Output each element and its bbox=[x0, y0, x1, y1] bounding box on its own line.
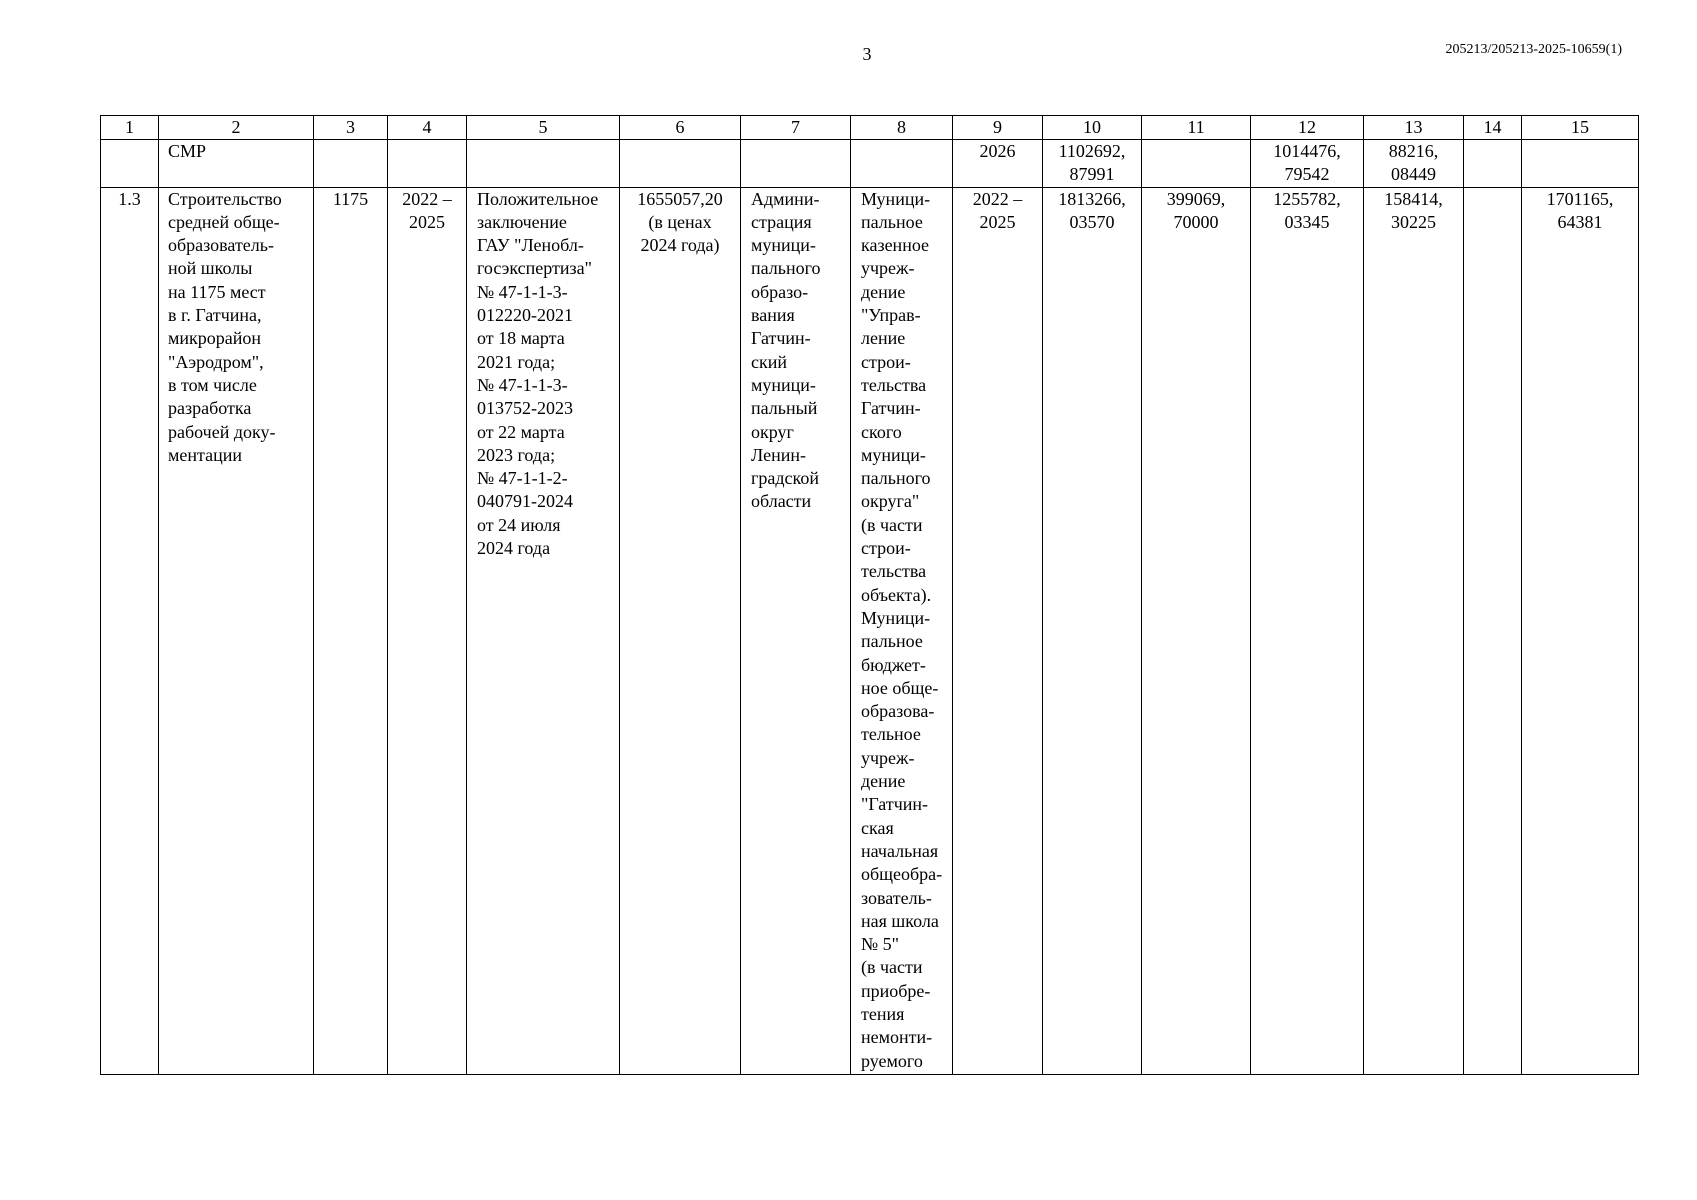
cell-amount-11 bbox=[1142, 140, 1251, 188]
cell-amount-15: 1701165, 64381 bbox=[1522, 187, 1639, 1074]
cell-expertise: Положительное заключение ГАУ "Ленобл- госэкспертиза" № 47-1-1-3- 012220-2021 от 18 марта 2021 года; № 47-1-1-3- 013752-2023 от 22 марта 2023 года; № 47-1-1-2- 040791-2024 от 24 июля 2024 года bbox=[467, 187, 620, 1074]
cell-object-name: Строительство средней обще- образователь- ной школы на 1175 мест в г. Гатчина, микрорайон "Аэродром", в том числе разработка рабочей доку- ментации bbox=[159, 187, 314, 1074]
cell-object-name: СМР bbox=[159, 140, 314, 188]
cell-amount-15 bbox=[1522, 140, 1639, 188]
cell-amount-12: 1014476, 79542 bbox=[1251, 140, 1364, 188]
table-header-row bbox=[101, 116, 1639, 140]
cell-number: 1.3 bbox=[101, 187, 159, 1074]
document-id: 205213/205213-2025-10659(1) bbox=[1445, 42, 1622, 57]
column-header: 11 bbox=[1142, 116, 1251, 140]
cell-expertise bbox=[467, 140, 620, 188]
table-row-smr bbox=[101, 140, 1639, 188]
cell-estimated-cost bbox=[620, 140, 741, 188]
page-number: 3 bbox=[862, 44, 872, 64]
table-row-1-3 bbox=[101, 187, 1639, 1074]
cell-developer bbox=[851, 140, 953, 188]
cell-amount-14 bbox=[1464, 140, 1522, 188]
cell-amount-13: 158414, 30225 bbox=[1364, 187, 1464, 1074]
column-header: 3 bbox=[314, 116, 388, 140]
column-header: 7 bbox=[741, 116, 851, 140]
column-header: 10 bbox=[1043, 116, 1142, 140]
cell-developer: Муници- пальное казенное учреж- дение "Управ- ление строи- тельства Гатчин- ского муници- пального округа" (в части строи- тельства объекта). Муници- пальное бюджет- ное обще- образова- тельное учреж- дение "Гатчин- ская начальная общеобра- зователь- ная школа № 5" (в части приобре- тения немонти- руемого bbox=[851, 187, 953, 1074]
cell-amount-13: 88216, 08449 bbox=[1364, 140, 1464, 188]
column-header: 1 bbox=[101, 116, 159, 140]
investment-objects-table bbox=[100, 115, 1639, 1075]
cell-period bbox=[388, 140, 467, 188]
cell-amount-12: 1255782, 03345 bbox=[1251, 187, 1364, 1074]
column-header: 5 bbox=[467, 116, 620, 140]
cell-amount-14 bbox=[1464, 187, 1522, 1074]
cell-customer: Админи- страция муници- пального образо- вания Гатчин- ский муници- пальный округ Ленин- градской области bbox=[741, 187, 851, 1074]
cell-amount-11: 399069, 70000 bbox=[1142, 187, 1251, 1074]
column-header: 12 bbox=[1251, 116, 1364, 140]
cell-total: 1102692, 87991 bbox=[1043, 140, 1142, 188]
column-header: 9 bbox=[953, 116, 1043, 140]
column-header: 6 bbox=[620, 116, 741, 140]
cell-capacity bbox=[314, 140, 388, 188]
cell-years: 2022 – 2025 bbox=[953, 187, 1043, 1074]
cell-total: 1813266, 03570 bbox=[1043, 187, 1142, 1074]
cell-period: 2022 – 2025 bbox=[388, 187, 467, 1074]
column-header: 2 bbox=[159, 116, 314, 140]
cell-years: 2026 bbox=[953, 140, 1043, 188]
column-header: 13 bbox=[1364, 116, 1464, 140]
cell-number bbox=[101, 140, 159, 188]
column-header: 15 bbox=[1522, 116, 1639, 140]
column-header: 8 bbox=[851, 116, 953, 140]
cell-estimated-cost: 1655057,20 (в ценах 2024 года) bbox=[620, 187, 741, 1074]
cell-capacity: 1175 bbox=[314, 187, 388, 1074]
cell-customer bbox=[741, 140, 851, 188]
column-header: 14 bbox=[1464, 116, 1522, 140]
column-header: 4 bbox=[388, 116, 467, 140]
